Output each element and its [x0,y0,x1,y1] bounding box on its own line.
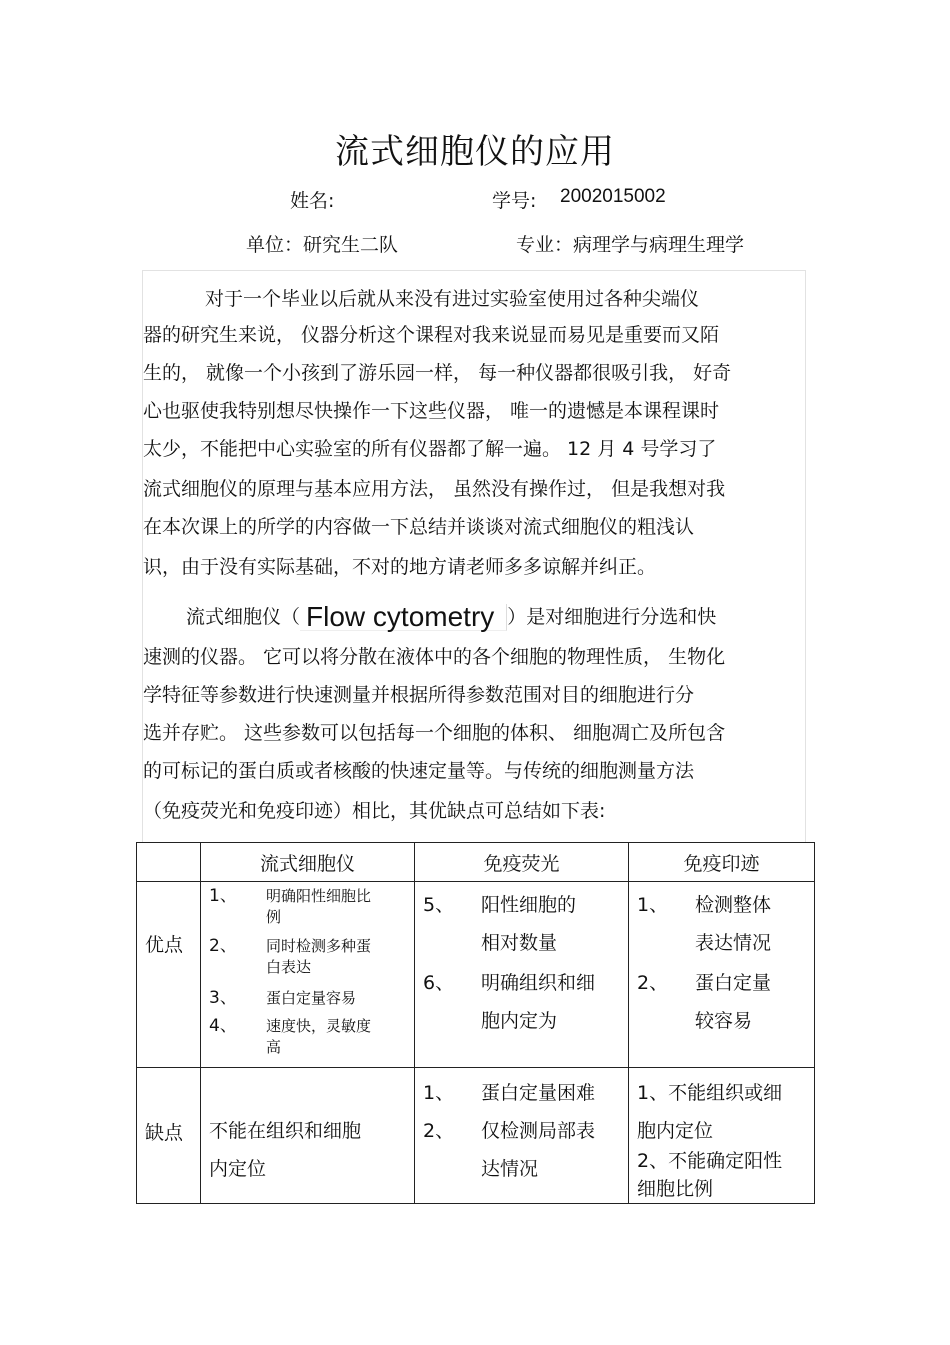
cell-text: 内定位 [209,1158,267,1180]
disadvantages-wb-cell [629,1068,815,1204]
list-item-text: 表达情况 [695,932,772,954]
list-item-text: 白表达 [266,958,312,976]
advantages-label: 优点 [145,934,184,956]
disadvantages-label: 缺点 [145,1122,184,1144]
list-item-text: 胞内定为 [481,1010,558,1032]
advantages-wb-cell [629,882,815,1068]
list-number: 2、 [637,972,669,994]
cell-text: 1、不能组织或细 [637,1082,783,1104]
advantages-flow-cell [201,882,415,1068]
para1-line: 流式细胞仪的原理与基本应用方法， 虽然没有操作过， 但是我想对我 [143,478,726,500]
list-item-text: 达情况 [481,1158,539,1180]
list-item-text: 速度快，灵敏度 [266,1017,372,1035]
table-row-advantages [137,882,815,1068]
para1-line: 太少，不能把中心实验室的所有仪器都了解一遍。 12 月 4 号学习了 [143,438,717,460]
list-item-text: 蛋白定量 [695,972,772,994]
para1-line: 对于一个毕业以后就从来没有进过实验室使用过各种尖端仪 [205,288,700,310]
para1-line: 心也驱使我特别想尽快操作一下这些仪器， 唯一的遗憾是本课程课时 [143,400,720,422]
disadvantages-flow-cell [201,1068,415,1204]
list-number: 6、 [423,972,455,994]
para2-first-line [186,601,717,632]
para2-line: 的可标记的蛋白质或者核酸的快速定量等。与传统的细胞测量方法 [143,760,695,782]
list-number: 2、 [209,936,237,956]
para2-line: 选并存贮。 这些参数可以包括每一个细胞的体积、 细胞凋亡及所包含 [143,722,726,744]
cell-text: 细胞比例 [637,1178,714,1200]
para1-line: 识，由于没有实际基础，不对的地方请老师多多谅解并纠正。 [143,556,657,578]
major-field: 专业：病理学与病理生理学 [516,234,745,256]
list-item-text: 同时检测多种蛋 [266,937,372,955]
advantages-label-cell [137,882,201,1068]
para1-line: 在本次课上的所学的内容做一下总结并谈谈对流式细胞仪的粗浅认 [143,516,695,538]
list-number: 4、 [209,1016,237,1036]
comparison-table [136,842,815,1204]
disadvantages-if-cell [415,1068,629,1204]
para2-line: 速测的仪器。 它可以将分散在液体中的各个细胞的物理性质， 生物化 [143,646,726,668]
list-item-text: 相对数量 [481,932,558,954]
list-number: 5、 [423,894,455,916]
para2-line: （免疫荧光和免疫印迹）相比，其优缺点可总结如下表: [143,800,606,822]
name-label: 姓名: [290,190,335,212]
list-item-text: 高 [266,1038,282,1056]
list-number: 1、 [209,886,237,906]
student-id-value: 2002015002 [560,186,666,207]
unit-field: 单位：研究生二队 [246,234,399,256]
para1-line: 器的研究生来说， 仪器分析这个课程对我来说显而易见是重要而又陌 [143,324,720,346]
list-item-text: 较容易 [695,1010,753,1032]
list-item-text: 仅检测局部表 [481,1120,596,1142]
disadvantages-label-cell [137,1068,201,1204]
list-item-text: 明确组织和细 [481,972,596,994]
list-number: 2、 [423,1120,455,1142]
para2-prefix: 流式细胞仪（ [186,606,301,628]
header-immunofluorescence: 免疫荧光 [415,843,629,882]
cell-text: 不能在组织和细胞 [209,1120,362,1142]
page-title: 流式细胞仪的应用 [335,132,615,172]
list-item-text: 明确阳性细胞比 [266,887,372,905]
header-western-blot: 免疫印迹 [629,843,815,882]
table-row-disadvantages [137,1068,815,1204]
student-id-label: 学号: [492,190,537,212]
list-item-text: 蛋白定量容易 [266,989,357,1007]
para2-line: 学特征等参数进行快速测量并根据所得参数范围对目的细胞进行分 [143,684,695,706]
table-header-row [137,843,815,882]
para2-suffix: ）是对细胞进行分选和快 [507,606,717,628]
advantages-if-cell [415,882,629,1068]
cell-text: 胞内定位 [637,1120,714,1142]
cell-text: 2、不能确定阳性 [637,1150,783,1172]
list-item-text: 检测整体 [695,894,772,916]
list-number: 1、 [423,1082,455,1104]
list-item-text: 例 [266,908,282,926]
list-number: 1、 [637,894,669,916]
list-item-text: 阳性细胞的 [481,894,577,916]
para1-line: 生的， 就像一个小孩到了游乐园一样， 每一种仪器都很吸引我， 好奇 [143,362,732,384]
header-empty [137,843,201,882]
list-item-text: 蛋白定量困难 [481,1082,596,1104]
header-flow-cytometry: 流式细胞仪 [201,843,415,882]
list-number: 3、 [209,988,237,1008]
english-term-box: Flow cytometry [300,604,507,631]
